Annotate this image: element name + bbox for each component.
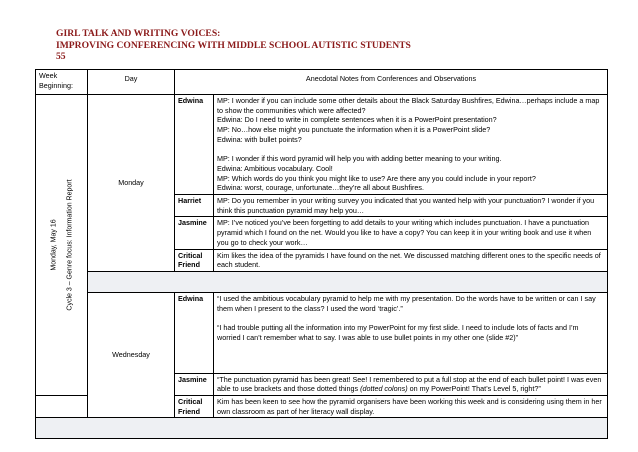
note-spacer — [217, 313, 604, 323]
student-name: Critical Friend — [175, 249, 214, 271]
note-line: “I had trouble putting all the information into my PowerPoint for my first slide. I need to include lots of facts and I’m worried I can’t remember what to say. I was able to use bullet points in my other one (slide #2)” — [217, 323, 579, 342]
anecdotal-notes-table — [35, 69, 608, 439]
separator-cell — [88, 271, 608, 292]
page-number: 55 — [56, 51, 66, 62]
note-cell: MP: I’ve noticed you’ve been forgetting to add details to your writing which includes punctuation. I have a punctuation pyramid which I found on the net. Would you like to have a copy? You can keep it in your writing book and use it when you go to check your work… — [214, 217, 608, 249]
note-text: “The punctuation pyramid has been great! See! I remembered to put a full stop at the end of each bullet point! I was even able to use brackets and those dotted things — [217, 374, 602, 394]
student-name: Edwina — [175, 292, 214, 373]
separator-row — [36, 271, 608, 292]
column-header-notes: Anecdotal Notes from Conferences and Observations — [175, 70, 608, 95]
student-name: Jasmine — [175, 373, 214, 395]
column-header-day: Day — [88, 70, 175, 95]
note-text: on my PowerPoint! That’s Level 5, right?” — [407, 384, 541, 394]
note-line: Edwina: Ambitious vocabulary. Cool! — [217, 163, 333, 173]
student-name: Jasmine — [175, 217, 214, 249]
week-cycle-vertical — [65, 179, 74, 310]
document-title-line1: GIRL TALK AND WRITING VOICES: — [56, 28, 221, 39]
week-cell — [36, 95, 88, 396]
column-header-week: Week Beginning: — [36, 70, 88, 95]
note-cell — [214, 95, 608, 195]
note-cell — [214, 373, 608, 395]
note-line: MP: Which words do you think you might like to use? Are there any you could include in your report? — [217, 173, 536, 183]
student-name: Edwina — [175, 95, 214, 195]
note-line: Edwina: worst, courage, unfortunate…they’re all about Bushfires. — [217, 183, 424, 193]
day-wednesday: Wednesday — [88, 292, 175, 417]
day-monday: Monday — [88, 95, 175, 272]
week-date-vertical: Monday, May 16 — [50, 219, 58, 271]
cycle-label: Cycle 3 – Genre focus: Information Report — [66, 179, 74, 311]
note-cell — [214, 292, 608, 373]
student-name: Harriet — [175, 195, 214, 217]
note-line: MP: I wonder if you can include some other details about the Black Saturday Bushfires, Edwina…perhaps include a map to show the communities which were affected? — [217, 96, 600, 115]
note-line: MP: No…how else might you punctuate the information when it is a PowerPoint slide? — [217, 125, 491, 135]
week-cell-continued — [36, 396, 88, 418]
note-spacer — [217, 145, 604, 155]
note-cell: Kim has been keen to see how the pyramid organisers have been working this week and is considering using them in her own classroom as part of her literacy wall display. — [214, 396, 608, 418]
footer-cell — [36, 418, 608, 439]
footer-row — [36, 418, 608, 439]
document-title-line2: IMPROVING CONFERENCING WITH MIDDLE SCHOOL AUTISTIC STUDENTS — [56, 40, 411, 51]
note-line: Edwina: Do I need to write in complete sentences when it is a PowerPoint presentation? — [217, 115, 497, 125]
note-cell: MP: Do you remember in your writing survey you indicated that you wanted help with your punctuation? I wonder if you think this punctuation pyramid may help you… — [214, 195, 608, 217]
note-cell: Kim likes the idea of the pyramids I have found on the net. We discussed matching different ones to the specific needs of each student. — [214, 249, 608, 271]
note-line: “I used the ambitious vocabulary pyramid to help me with my presentation. Do the words have to be written or can I say them when I present to the class? I used the word ‘tragic’.” — [217, 293, 596, 313]
note-line: Edwina: with bullet points? — [217, 134, 302, 144]
student-name: Critical Friend — [175, 396, 214, 418]
note-line: MP: I wonder if this word pyramid will help you with adding better meaning to your writing. — [217, 154, 502, 164]
note-text-italic: (dotted colons) — [360, 384, 408, 394]
